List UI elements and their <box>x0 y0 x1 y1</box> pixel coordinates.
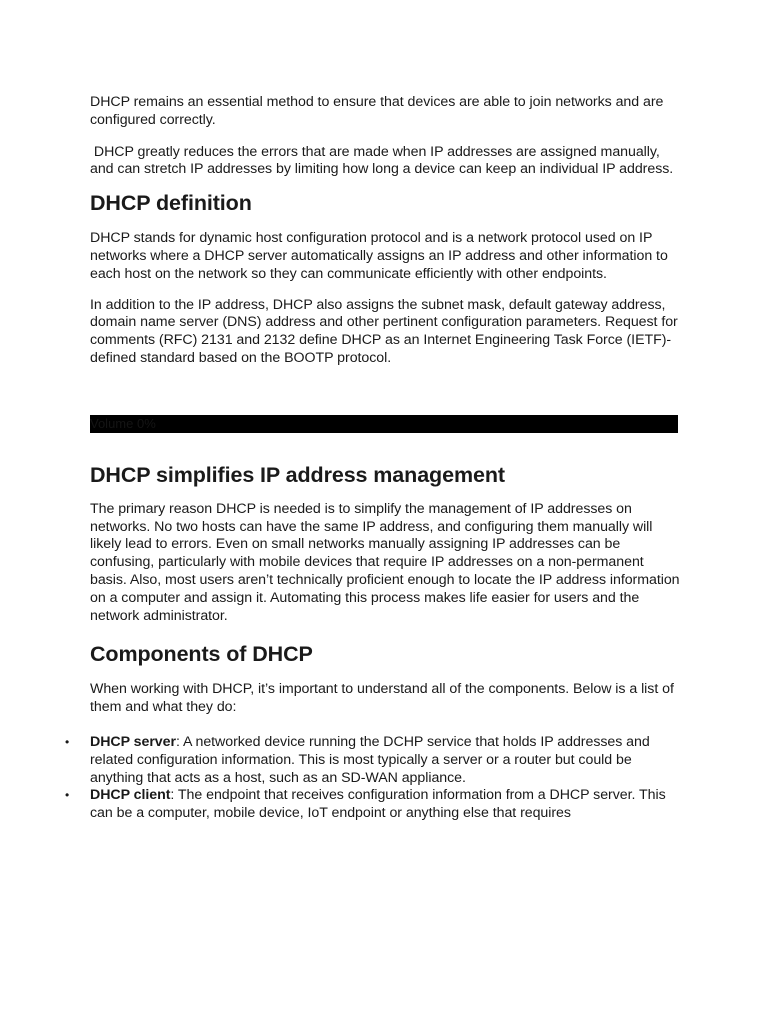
bullet-icon: • <box>65 788 70 803</box>
bullet-icon: • <box>65 734 70 749</box>
components-list <box>65 733 680 823</box>
heading-dhcp-simplifies: DHCP simplifies IP address management <box>90 462 505 487</box>
list-item-term: DHCP server <box>90 733 176 750</box>
volume-label[interactable]: Volume 0% <box>90 415 156 431</box>
definition-paragraph-1: DHCP stands for dynamic host configuration protocol and is a network protocol used on IP networks where a DHCP server automatically assigns an IP address and other information to each host on the network so they can communicate efficiently with other endpoints. <box>90 230 668 282</box>
list-item <box>65 787 680 823</box>
components-paragraph-1: When working with DHCP, it’s important to understand all of the components. Below is a list of them and what they do: <box>90 681 674 716</box>
video-player-bar[interactable] <box>90 415 678 433</box>
article-body <box>65 94 680 823</box>
heading-dhcp-definition: DHCP definition <box>90 191 252 216</box>
list-item-text: : A networked device running the DCHP service that holds IP addresses and related configuration information. This is most typically a server or a router but could be anything that acts as a host, such as an SD-WAN appliance. <box>90 733 650 786</box>
simplifies-paragraph-1: The primary reason DHCP is needed is to simplify the management of IP addresses on networks. No two hosts can have the same IP address, and configuring them manually will likely lead to errors. Even on small networks manually assigning IP addresses can be confusing, particularly with mobile devices that require IP addresses on a non-permanent basis. Also, most users aren’t technically proficient enough to locate the IP address information on a computer and assign it. Automating this process makes life easier for users and the network administrator. <box>90 500 680 624</box>
list-item <box>65 733 680 787</box>
intro-paragraph-1: DHCP remains an essential method to ensure that devices are able to join networks and are configured correctly. <box>90 94 664 128</box>
list-item-term: DHCP client <box>90 787 171 804</box>
intro-paragraph-2: DHCP greatly reduces the errors that are made when IP addresses are assigned manually, and can stretch IP addresses by limiting how long a device can keep an individual IP address. <box>90 143 674 178</box>
heading-components-of-dhcp: Components of DHCP <box>90 642 313 667</box>
definition-paragraph-2: In addition to the IP address, DHCP also assigns the subnet mask, default gateway address, domain name server (DNS) address and other pertinent configuration parameters. Request for comments (RFC) 2131 and 2132 define DHCP as an Internet Engineering Task Force (IETF)- defined standard based on the BOOTP protocol. <box>90 296 678 366</box>
list-item-text: : The endpoint that receives configuration information from a DHCP server. This can be a computer, mobile device, IoT endpoint or anything else that requires <box>90 787 666 822</box>
